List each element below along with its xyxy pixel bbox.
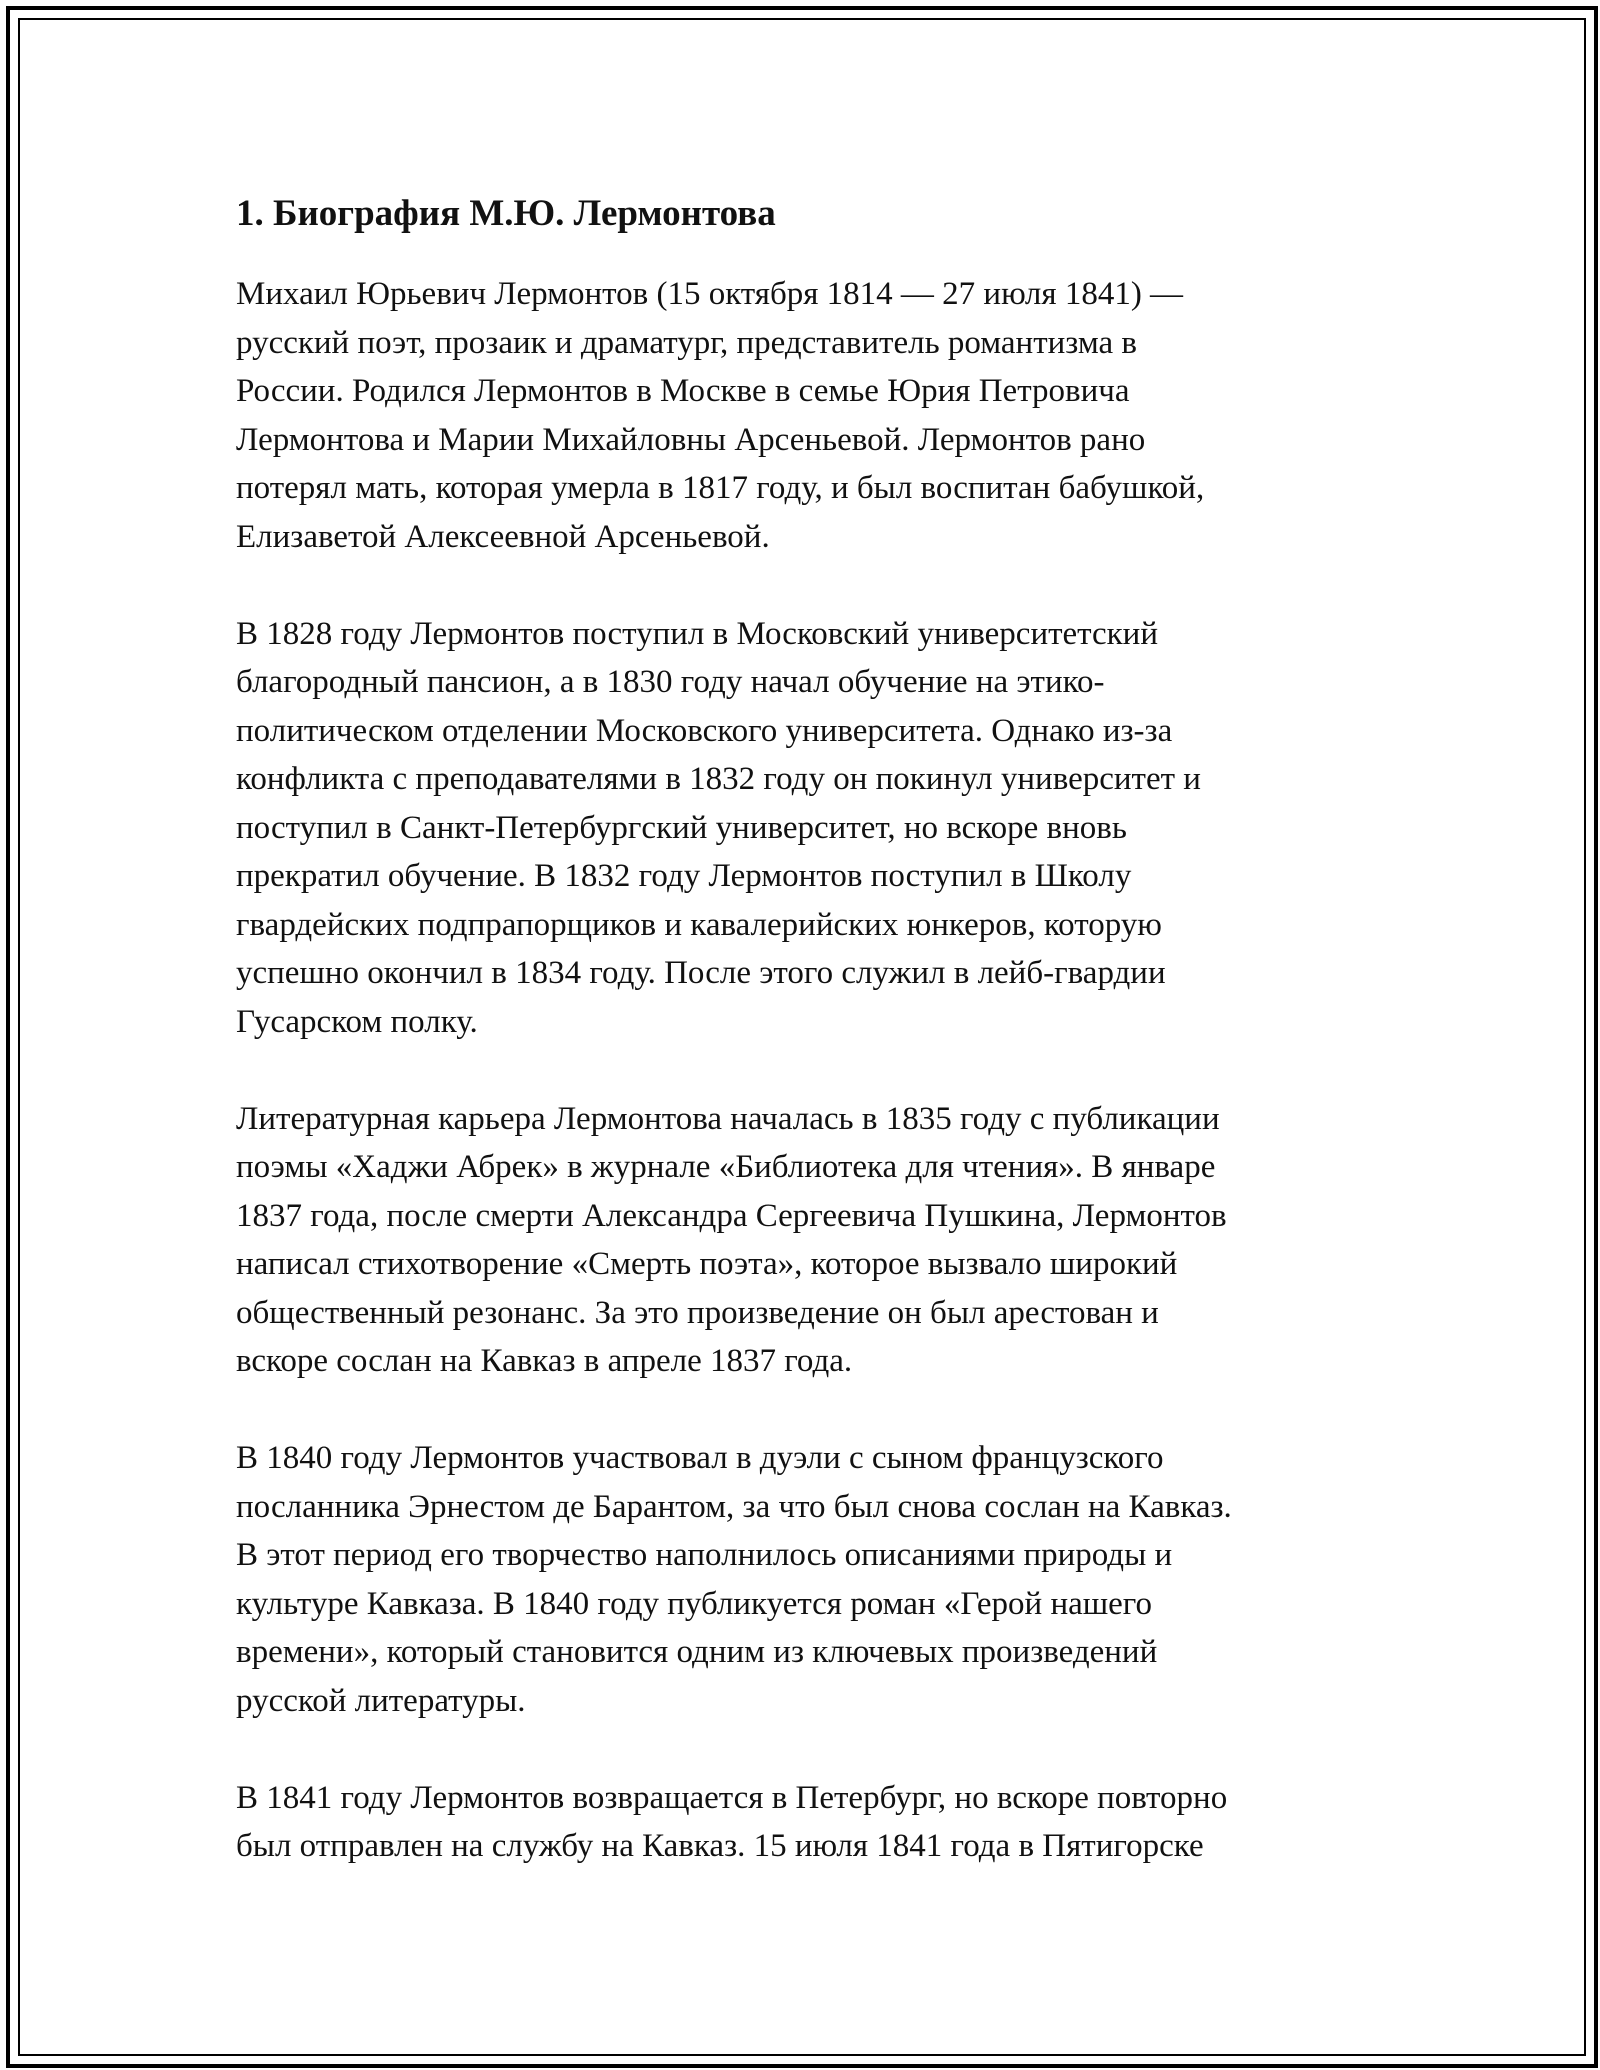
paragraph-list <box>236 270 1366 1871</box>
paragraph-line: В 1840 году Лермонтов участвовал в дуэли с сыном французского <box>236 1440 1164 1476</box>
paragraph-line: благородный пансион, а в 1830 году начал обучение на этико- <box>236 664 1105 700</box>
paragraph-line: гвардейских подпрапорщиков и кавалерийских юнкеров, которую <box>236 906 1162 943</box>
paragraph-line: поступил в Санкт-Петербургский университет, но вскоре вновь <box>236 809 1127 846</box>
section-heading: 1. Биография М.Ю. Лермонтова <box>236 193 776 234</box>
body-paragraph <box>236 1095 1366 1386</box>
paragraph-line: Елизаветой Алексеевной Арсеньевой. <box>236 518 770 555</box>
paragraph-line: Михаил Юрьевич Лермонтов (15 октября 1814 — 27 июля 1841) — <box>236 276 1184 312</box>
paragraph-line: В 1828 году Лермонтов поступил в Московский университетский <box>236 615 1159 652</box>
paragraph-line: Гусарском полку. <box>236 1003 478 1040</box>
paragraph-line: 1837 года, после смерти Александра Сергеевича Пушкина, Лермонтов <box>236 1197 1227 1234</box>
paragraph-line: культуре Кавказа. В 1840 году публикуется роман «Герой нашего <box>236 1585 1153 1622</box>
paragraph-line: успешно окончил в 1834 году. После этого служил в лейб-гвардии <box>236 955 1166 991</box>
paragraph-line: Лермонтова и Марии Михайловны Арсеньевой. Лермонтов рано <box>236 421 1146 458</box>
paragraph-line: посланника Эрнестом де Барантом, за что был снова сослан на Кавказ. <box>236 1488 1232 1525</box>
paragraph-line: конфликта с преподавателями в 1832 году он покинул университет и <box>236 761 1201 797</box>
body-paragraph <box>236 1434 1366 1725</box>
paragraph-line: Литературная карьера Лермонтова началась в 1835 году с публикации <box>236 1100 1220 1137</box>
paragraph-line: общественный резонанс. За это произведение он был арестован и <box>236 1294 1159 1331</box>
paragraph-line: прекратил обучение. В 1832 году Лермонтов поступил в Школу <box>236 858 1132 894</box>
paragraph-line: В 1841 году Лермонтов возвращается в Петербург, но вскоре повторно <box>236 1779 1228 1816</box>
paragraph-line: России. Родился Лермонтов в Москве в семье Юрия Петровича <box>236 373 1130 409</box>
body-paragraph <box>236 610 1366 1047</box>
paragraph-line: русской литературы. <box>236 1682 526 1719</box>
paragraph-line: русский поэт, прозаик и драматург, представитель романтизма в <box>236 324 1137 361</box>
paragraph-line: времени», который становится одним из ключевых произведений <box>236 1634 1158 1670</box>
paragraph-line: вскоре сослан на Кавказ в апреле 1837 года. <box>236 1343 853 1379</box>
document-body <box>236 184 1366 1919</box>
body-paragraph <box>236 1774 1366 1871</box>
body-paragraph <box>236 270 1366 561</box>
paragraph-line: потерял мать, которая умерла в 1817 году, и был воспитан бабушкой, <box>236 470 1205 506</box>
paragraph-line: написал стихотворение «Смерть поэта», которое вызвало широкий <box>236 1246 1178 1282</box>
paragraph-line: поэмы «Хаджи Абрек» в журнале «Библиотека для чтения». В январе <box>236 1149 1216 1185</box>
paragraph-line: был отправлен на службу на Кавказ. 15 июля 1841 года в Пятигорске <box>236 1828 1204 1864</box>
paragraph-line: политическом отделении Московского университета. Однако из-за <box>236 712 1173 749</box>
paragraph-line: В этот период его творчество наполнилось описаниями природы и <box>236 1537 1173 1573</box>
